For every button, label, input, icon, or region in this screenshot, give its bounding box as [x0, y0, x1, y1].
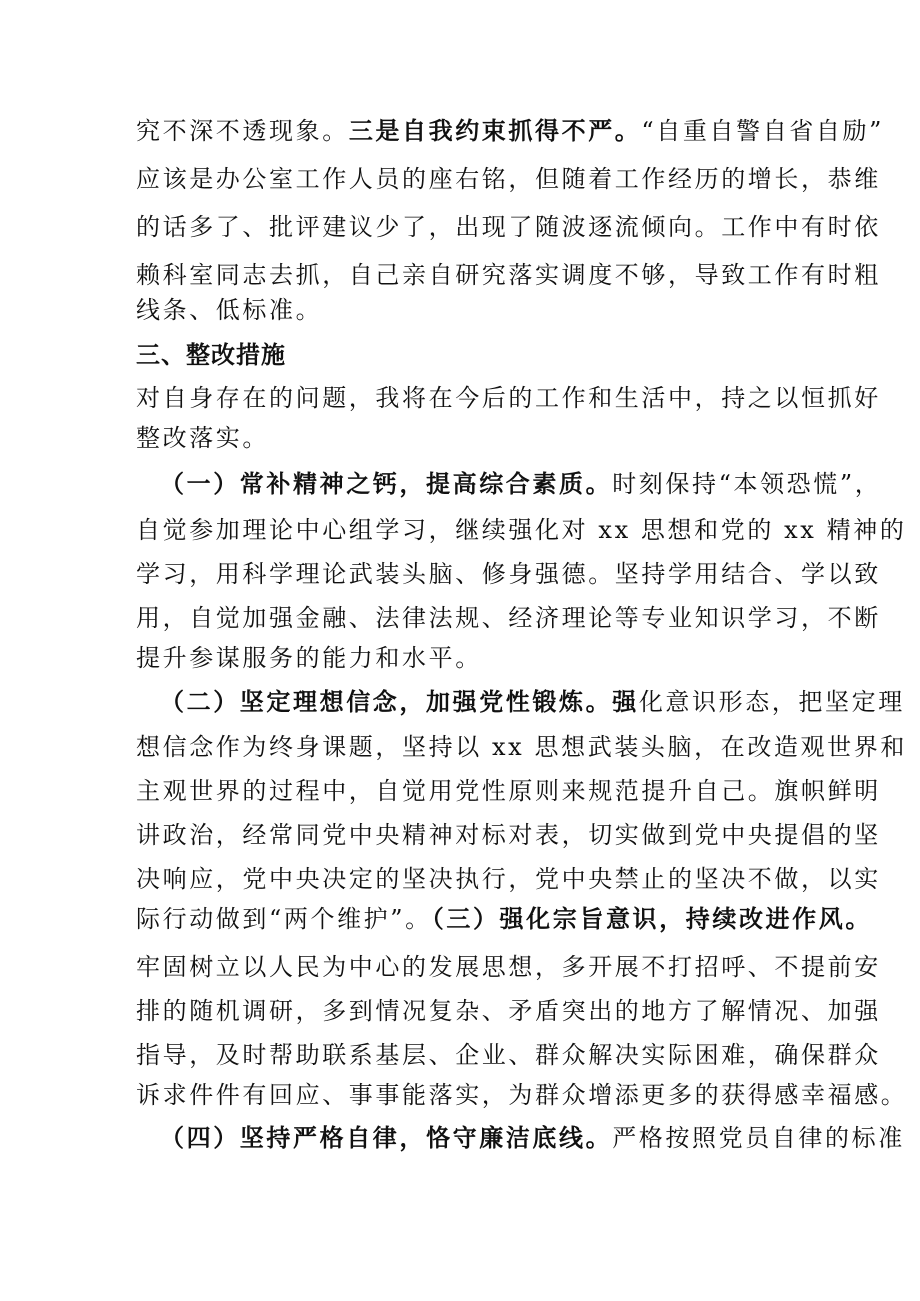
text-line-3: 的话多了、批评建议少了，出现了随波逐流倾向。工作中有时依	[136, 213, 881, 241]
text-line-20: 牢固树立以人民为中心的发展思想，多开展不打招呼、不提前安	[136, 953, 881, 981]
subheading-1: （一）常补精神之钙，提高综合素质。	[160, 469, 613, 498]
text-line-2: 应该是办公室工作人员的座右铭，但随着工作经历的增长，恭维	[136, 165, 881, 193]
text-line-22: 指导，及时帮助联系基层、企业、群众解决实际困难，确保群众	[136, 1041, 881, 1069]
text-line-19	[136, 903, 872, 935]
text-run: 究不深不透现象。	[136, 117, 349, 145]
subheading-1-line	[160, 468, 882, 500]
text-run: 严格按照党员自律的标准	[612, 1124, 905, 1152]
subheading-4: （四）坚持严格自律，恪守廉洁底线。	[160, 1123, 613, 1152]
subheading-3: （三）强化宗旨意识，持续改进作风。	[431, 904, 872, 933]
subheading-4-line	[160, 1122, 905, 1154]
text-run: 化意识形态，把坚定理	[638, 688, 905, 716]
bold-run: 三是自我约束抓得不严。	[348, 116, 642, 145]
text-line-13: 提升参谋服务的能力和水平。	[136, 644, 482, 672]
text-line-17: 讲政治，经常同党中央精神对标对表，切实做到党中央提倡的坚	[136, 821, 881, 849]
text-run: 时刻保持“本领恐慌”，	[612, 470, 882, 498]
text-run: 际行动做到“两个维护”。	[136, 905, 432, 933]
text-line-11: 学习，用科学理论武装头脑、修身强德。坚持学用结合、学以致	[136, 560, 881, 588]
section-heading: 三、整改措施	[136, 341, 286, 369]
text-line-5: 线条、低标准。	[136, 296, 323, 324]
text-line-12: 用，自觉加强金融、法律法规、经济理论等专业知识学习，不断	[136, 604, 881, 632]
text-run: “自重自警自省自励”	[641, 117, 884, 145]
text-line-4: 赖科室同志去抓，自己亲自研究落实调度不够，导致工作有时粗	[136, 261, 881, 289]
text-line-16: 主观世界的过程中，自觉用党性原则来规范提升自己。旗帜鲜明	[136, 777, 881, 805]
text-line-21: 排的随机调研，多到情况复杂、矛盾突出的地方了解情况、加强	[136, 997, 881, 1025]
subheading-2: （二）坚定理想信念，加强党性锻炼。强	[160, 687, 639, 716]
text-line-1	[136, 115, 884, 147]
subheading-2-line	[160, 686, 905, 718]
text-line-15: 想信念作为终身课题，坚持以 xx 思想武装头脑，在改造观世界和	[136, 733, 907, 761]
text-line-23: 诉求件件有回应、事事能落实，为群众增添更多的获得感幸福感。	[136, 1081, 908, 1109]
text-line-18: 决响应，党中央决定的坚决执行，党中央禁止的坚决不做，以实	[136, 865, 881, 893]
text-line-10: 自觉参加理论中心组学习，继续强化对 xx 思想和党的 xx 精神的	[136, 516, 907, 544]
text-line-7: 对自身存在的问题，我将在今后的工作和生活中，持之以恒抓好	[136, 384, 881, 412]
text-line-8: 整改落实。	[136, 424, 269, 452]
